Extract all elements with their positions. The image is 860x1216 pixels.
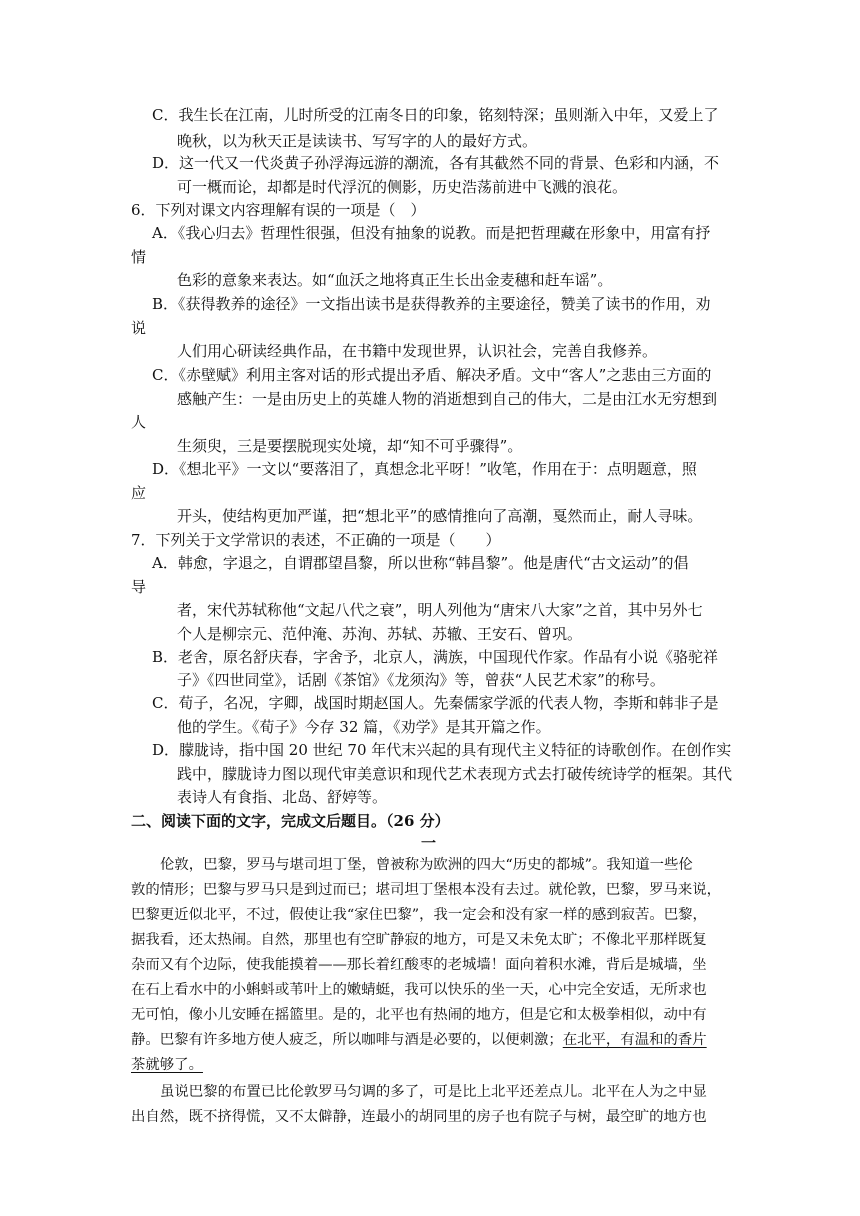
passage-p1-line8 [131,1029,707,1051]
passage-p1-line3: 巴黎更近似北平，不过，假使让我“家住巴黎”，我一定会和没有家一样的感到寂苦。巴黎， [131,907,707,923]
q6-option-c-line3: 生须臾，三是要摆脱现实处境，却“知不可乎骤得”。 [177,437,523,455]
q7-option-a-line2: 者，宋代苏轼称他“文起八代之衰”，明人列他为“唐宋八大家”之首，其中另外七 [177,601,703,619]
passage-p1-line8-text: 静。巴黎有许多地方使人疲乏，所以咖啡与酒是必要的，以便刺激； [131,1032,563,1048]
underlined-sentence-start: 在北平，有温和的香片 [562,1032,707,1048]
q7-option-b-line1: B．老舍，原名舒庆春，字舍予，北京人，满族，中国现代作家。作品有小说《骆驼祥 [152,648,719,666]
passage-p1-line7: 无可怕，像小儿安睡在摇篮里。是的，北平也有热闹的地方，但是它和太极拳相似，动中有 [131,1007,707,1023]
passage-p1-line4: 据我看，还太热闹。自然，那里也有空旷静寂的地方，可是又未免太旷；不像北平那样既复 [131,932,707,948]
passage-p1-line2: 敦的情形；巴黎与罗马只是到过而已；堪司坦丁堡根本没有去过。就伦敦，巴黎，罗马来说， [131,882,722,898]
q6-option-c-wrap: 人 [131,413,147,431]
q7-option-d-line2: 践中，朦胧诗力图以现代审美意识和现代艺术表现方式去打破传统诗学的框架。其代 [177,765,733,783]
passage-p1-line6: 在石上看水中的小蝌蚪或苇叶上的嫩蜻蜓，我可以快乐的坐一天，心中完全安适，无所求也 [131,982,707,998]
q7-option-c-line1: C．荀子，名况，字卿，战国时期赵国人。先秦儒家学派的代表人物，李斯和韩非子是 [152,694,719,712]
q5-option-c-line1: C．我生长在江南，儿时所受的江南冬日的印象，铭刻特深；虽则渐入中年，又爱上了 [152,106,719,124]
passage-p1-line5: 杂而又有个边际，使我能摸着——那长着红酸枣的老城墙！面向着积水滩，背后是城墙，坐 [131,957,707,973]
q6-option-a-wrap: 情 [131,248,147,266]
q7-option-c-line2: 他的学生。《荀子》今存 32 篇，《劝学》是其开篇之作。 [177,718,551,736]
q6-option-c-line1: C．《赤壁赋》利用主客对话的形式提出矛盾、解决矛盾。文中“客人”之悲由三方面的 [152,366,712,384]
q7-option-b-line2: 子》《四世同堂》，话剧《茶馆》《龙须沟》等，曾获“人民艺术家”的称号。 [177,671,665,689]
q7-stem: 7．下列关于文学常识的表述，不正确的一项是（ ） [131,531,501,549]
q6-option-a-line1: A．《我心归去》哲理性很强，但没有抽象的说教。而是把哲理藏在形象中，用富有抒 [152,224,711,242]
q7-option-d-line1: D．朦胧诗，指中国 20 世纪 70 年代末兴起的具有现代主义特征的诗歌创作。在创作实 [152,741,732,759]
q7-option-a-line3: 个人是柳宗元、范仲淹、苏洵、苏轼、苏辙、王安石、曾巩。 [177,625,583,643]
q6-option-c-line2: 感触产生：一是由历史上的英雄人物的消逝想到自己的伟大，二是由江水无穷想到 [177,390,718,408]
q6-option-d-line1: D．《想北平》一文以“要落泪了，真想念北平呀！”收笔，作用在于：点明题意，照 [152,460,697,478]
section-subheading: 一 [421,834,437,852]
q5-option-c-line2: 晚秋，以为秋天正是读读书、写写字的人的最好方式。 [177,132,538,150]
q5-option-d-line2: 可一概而论，却都是时代浮沉的侧影，历史浩荡前进中飞溅的浪花。 [177,178,628,196]
q6-option-b-line2: 人们用心研读经典作品，在书籍中发现世界，认识社会，完善自我修养。 [177,342,658,360]
passage-p2-line2: 出自然，既不挤得慌，又不太僻静，连最小的胡同里的房子也有院子与树，最空旷的地方也 [131,1109,707,1125]
q7-option-a-line1: A．韩愈，字退之，自谓郡望昌黎，所以世称“韩昌黎”。他是唐代“古文运动”的倡 [152,554,689,572]
q6-stem: 6．下列对课文内容理解有误的一项是（ ） [131,201,426,219]
section-heading: 二、阅读下面的文字，完成文后题目。（26 分） [131,812,450,830]
underlined-sentence-end: 茶就够了。 [131,1057,203,1073]
q6-option-b-wrap: 说 [131,319,147,337]
q7-option-d-line3: 表诗人有食指、北岛、舒婷等。 [177,788,388,806]
q5-option-d-line1: D．这一代又一代炎黄子孙浮海远游的潮流，各有其截然不同的背景、色彩和内涵，不 [152,154,720,172]
q7-option-a-wrap: 导 [131,578,147,596]
passage-p1-line1: 伦敦，巴黎，罗马与堪司坦丁堡，曾被称为欧洲的四大“历史的都城”。我知道一些伦 [160,857,693,873]
passage-p2-line1: 虽说巴黎的布置已比伦敦罗马匀调的多了，可是比上北平还差点儿。北平在人为之中显 [160,1084,707,1100]
q6-option-a-line2: 色彩的意象来表达。如“血沃之地将真正生长出金麦穗和赶车谣”。 [177,271,613,289]
q6-option-d-wrap: 应 [131,484,147,502]
q6-option-d-line2: 开头，使结构更加严谨，把“想北平”的感情推向了高潮，戛然而止，耐人寻味。 [177,507,703,525]
q6-option-b-line1: B．《获得教养的途径》一文指出读书是获得教养的主要途径，赞美了读书的作用，劝 [152,295,711,313]
